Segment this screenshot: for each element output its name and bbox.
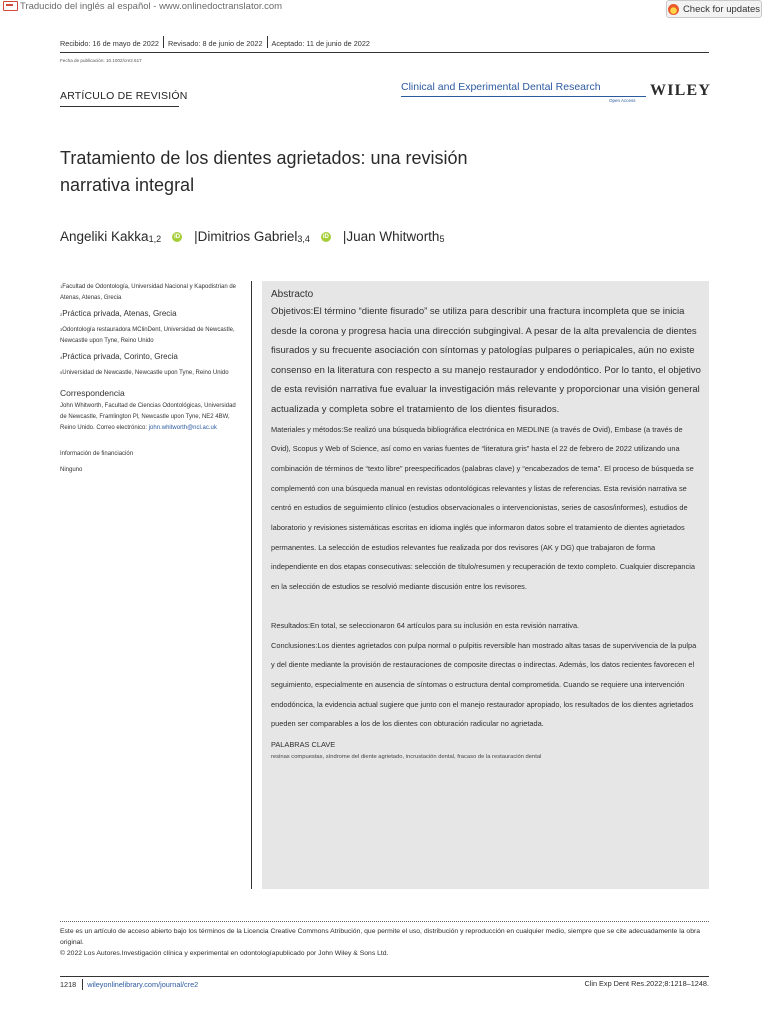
check-for-updates-label: Check for updates [682, 3, 761, 15]
author-list [60, 229, 444, 244]
affiliation: 3Odontología restauradora MClinDent, Universidad de Newcastle, Newcastle upon Tyne, Reino Unido [60, 327, 235, 344]
affiliation: 1Facultad de Odontología, Universidad Nacional y Kapodistrian de Atenas, Atenas, Grecia [60, 284, 237, 301]
column-divider [251, 281, 252, 889]
abstract-conclusions: Conclusiones:Los dientes agrietados con pulpa normal o pulpitis reversible han mostrado altas tasas de supervivencia de la pulpa y del diente mediante la provisión de restauraciones de composite directas o indirectas. Además, los datos recientes favorecen el seguimiento, especialmente en ausencia de síntomas o estructura dental comprometida. Cuando se requiere una intervención endodóncica, la evidencia actual sugiere que junto con el manejo restaurador apropiado, los resultados de los dientes agrietados pueden ser comparables a los de los dientes con obturación radicular no agrietada. [271, 640, 697, 729]
license-text: Este es un artículo de acceso abierto bajo los términos de la Licencia Creative Commons Atribución, que permite el uso, distribución y reproducción en cualquier medio, siempre que se cite adecuadamente la obra original. [60, 928, 701, 946]
author-affiliation: 1,2 [148, 233, 162, 244]
affiliations-column [60, 281, 242, 476]
funding-text: Ninguno [60, 467, 83, 473]
header-rule [60, 52, 709, 53]
abstract-heading: Abstracto [271, 289, 314, 300]
author-affiliation: 3,4 [297, 233, 310, 244]
keywords-text: resinas compuestas, síndrome del diente agrietado, incrustación dental, fracaso de la restauración dental [271, 754, 542, 761]
affiliation: 5Universidad de Newcastle, Newcastle upon Tyne, Reino Unido [60, 370, 229, 376]
author-name: Juan Whitworth [346, 229, 440, 244]
footer-left [60, 979, 198, 990]
document-translate-icon [3, 1, 18, 11]
correspondence-heading: Correspondencia [60, 388, 125, 398]
abstract-methods: Materiales y métodos:Se realizó una búsqueda bibliográfica electrónica en MEDLINE (a través de Ovid), Embase (a través de Ovid), Scopus y Web of Science, así como en varias fuentes de “literatura gris” hasta el 22 de febrero de 2022 utilizando una combinación de términos de “texto libre” preespecificados (palabras clave) y “encabezados de tema”. El proceso de búsqueda se complementó con una búsqueda manual en revistas odontológicas relevantes y listas de referencias. Esta revisión narrativa se centró en estudios de seguimiento clínico (estudios observacionales o intervencionistas, series de casos/informes), estudios de laboratorio y revisiones sistemáticas escritas en idioma inglés que informaron datos sobre el tratamiento de dientes agrietados permanentes. La selección de estudios relevantes fue realizada por dos revisores (AK y DG) que trabajaron de forma independiente en dos etapas consecutivas: selección de título/resumen y recuperación de texto completo. Cualquier discrepancia en la selección de estudios se resolvió mediante discusión entre los revisores. [271, 424, 695, 592]
correspondence-text: John Whitworth, Facultad de Ciencias Odontológicas, Universidad de Newcastle, Framlington Pl, Newcastle upon Tyne, NE2 4BW, Reino Unido. Correo electrónico: john.whitworth@ncl.ac.uk [60, 403, 236, 431]
orcid-icon[interactable]: iD [174, 233, 181, 240]
author-name: Angeliki Kakka [60, 229, 149, 244]
journal-url-link[interactable]: wileyonlinelibrary.com/journal/cre2 [87, 980, 199, 989]
orcid-icon[interactable]: iD [322, 233, 329, 240]
author-separator: | [194, 229, 198, 244]
author-separator: | [342, 229, 347, 244]
divider [267, 36, 268, 48]
funding-heading: Información de financiación [60, 451, 134, 457]
correspondence-email-link[interactable]: john.whitworth@ncl.ac.uk [148, 425, 217, 431]
affiliation: 4Práctica privada, Corinto, Grecia [60, 352, 178, 361]
article-dates [60, 39, 370, 48]
abstract-objectives: Objetivos:El término “diente fisurado” se utiliza para describir una fractura incompleta que se inicia desde la corona y progresa hacia una dirección subgingival. A pesar de la alta prevalencia de dientes fisurados y su frecuente asociación con síntomas y patologías pulpares o periapicales, aún no existe consenso en la literatura con respecto a su manejo restaurador y endodóntico. Por lo tanto, el objetivo de esta revisión narrativa fue evaluar la investigación más relevante y proporcionar una visión general actualizada y completa sobre el tratamiento de los dientes fisurados. [271, 306, 701, 415]
revised-date: Revisado: 8 de junio de 2022 [167, 39, 263, 48]
translator-banner[interactable] [0, 0, 282, 12]
translator-text[interactable]: Traducido del inglés al español - www.onlinedoctranslator.com [20, 0, 283, 12]
abstract-box [262, 281, 709, 889]
affiliation: 2Práctica privada, Atenas, Grecia [60, 309, 177, 318]
page-number: 1218 [60, 980, 77, 989]
author-name: Dimitrios Gabriel [197, 229, 298, 244]
divider [163, 36, 164, 48]
abstract-results: Resultados:En total, se seleccionaron 64 artículos para su inclusión en esta revisión narrativa. [271, 620, 580, 630]
open-access-label: Open Access [609, 98, 636, 103]
publisher-logo: WILEY [650, 82, 712, 99]
received-date: Recibido: 16 de mayo de 2022 [60, 39, 159, 48]
crossmark-icon [668, 4, 679, 15]
article-type: ARTÍCULO DE REVISIÓN [60, 90, 188, 102]
footer-dotted-rule [60, 921, 709, 922]
journal-rule [401, 96, 646, 97]
article-type-rule [60, 106, 179, 107]
accepted-date: Aceptado: 11 de junio de 2022 [271, 39, 370, 48]
footer-rule [60, 976, 709, 977]
spacer [271, 597, 701, 616]
copyright-text: © 2022 Los Autores.Investigación clínica y experimental en odontologíapublicado por John Wiley & Sons Ltd. [60, 950, 389, 957]
publication-doi: Fecha de publicación: 10.1002/cre2.617 [60, 58, 142, 63]
journal-name[interactable]: Clinical and Experimental Dental Research [401, 81, 601, 93]
license-block [60, 926, 709, 959]
divider [82, 979, 83, 990]
citation: Clin Exp Dent Res.2022;8:1218–1248. [584, 979, 709, 988]
article-title: Tratamiento de los dientes agrietados: una revisión narrativa integral [60, 148, 468, 195]
check-for-updates-button[interactable] [666, 0, 762, 18]
author-affiliation: 5 [439, 233, 445, 244]
keywords-heading: PALABRAS CLAVE [271, 740, 336, 750]
